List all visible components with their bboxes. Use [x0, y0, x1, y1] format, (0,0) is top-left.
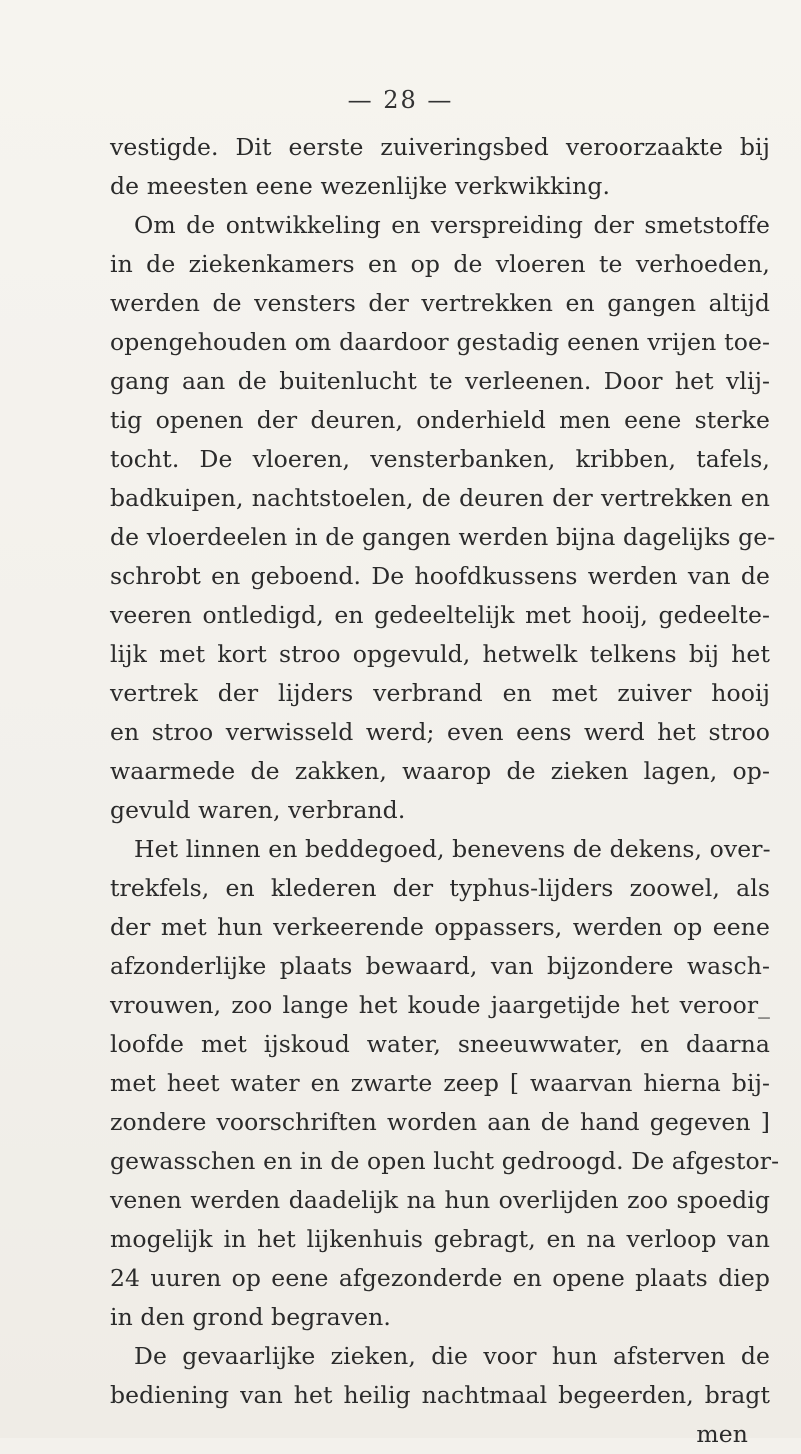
text-line: met heet water en zwarte zeep [ waarvan hierna bij- — [110, 1069, 770, 1097]
text-line: in den grond begraven. — [110, 1303, 391, 1331]
text-line: loofde met ijskoud water, sneeuwwater, en daarna — [110, 1030, 770, 1058]
text-line: tocht. De vloeren, vensterbanken, kribben, tafels, — [110, 445, 770, 473]
text-line: Het linnen en beddegoed, benevens de dekens, over- — [134, 835, 771, 863]
text-line: De gevaarlijke zieken, die voor hun afsterven de — [134, 1342, 770, 1370]
text-line: venen werden daadelijk na hun overlijden zoo spoedig — [110, 1186, 770, 1214]
text-line: gang aan de buitenlucht te verleenen. Door het vlij- — [110, 367, 770, 395]
text-line: afzonderlijke plaats bewaard, van bijzondere wasch- — [110, 952, 770, 980]
text-line: gewasschen en in de open lucht gedroogd. De afgestor- — [110, 1147, 780, 1175]
text-line: de vloerdeelen in de gangen werden bijna dagelijks ge- — [110, 523, 776, 551]
text-line: vestigde. Dit eerste zuiveringsbed veroorzaakte bij — [110, 133, 770, 161]
text-line: badkuipen, nachtstoelen, de deuren der vertrekken en — [110, 484, 770, 512]
text-line: trekfels, en klederen der typhus-lijders zoowel, als — [110, 874, 770, 902]
text-line: waarmede de zakken, waarop de zieken lagen, op- — [110, 757, 770, 785]
text-line: de meesten eene wezenlijke verkwikking. — [110, 172, 611, 200]
text-line: en stroo verwisseld werd; even eens werd het stroo — [110, 718, 770, 746]
text-line: Om de ontwikkeling en verspreiding der smetstoffe — [134, 211, 770, 239]
text-line: lijk met kort stroo opgevuld, hetwelk telkens bij het — [110, 640, 770, 668]
text-line: bediening van het heilig nachtmaal begeerden, bragt — [110, 1381, 770, 1409]
text-line: schrobt en geboend. De hoofdkussens werden van de — [110, 562, 770, 590]
text-line: veeren ontledigd, en gedeeltelijk met hooij, gedeelte- — [110, 601, 770, 629]
text-line: 24 uuren op eene afgezonderde en opene plaats diep — [110, 1264, 770, 1292]
text-line: werden de vensters der vertrekken en gangen altijd — [110, 289, 770, 317]
text-line: opengehouden om daardoor gestadig eenen vrijen toe- — [110, 328, 770, 356]
text-line: der met hun verkeerende oppassers, werden op eene — [110, 913, 770, 941]
text-line: zondere voorschriften worden aan de hand gegeven ] — [110, 1108, 770, 1136]
page-number: — 28 — — [347, 86, 454, 114]
body-text — [110, 128, 780, 1454]
text-line: vrouwen, zoo lange het koude jaargetijde het veroor_ — [110, 991, 770, 1019]
text-line: tig openen der deuren, onderhield men eene sterke — [110, 406, 770, 434]
text-line: in de ziekenkamers en op de vloeren te verhoeden, — [110, 250, 770, 278]
text-line: vertrek der lijders verbrand en met zuiver hooij — [110, 679, 770, 707]
text-line: mogelijk in het lijkenhuis gebragt, en na verloop van — [110, 1225, 770, 1253]
text-line: gevuld waren, verbrand. — [110, 796, 406, 824]
catchword: men — [696, 1420, 748, 1448]
